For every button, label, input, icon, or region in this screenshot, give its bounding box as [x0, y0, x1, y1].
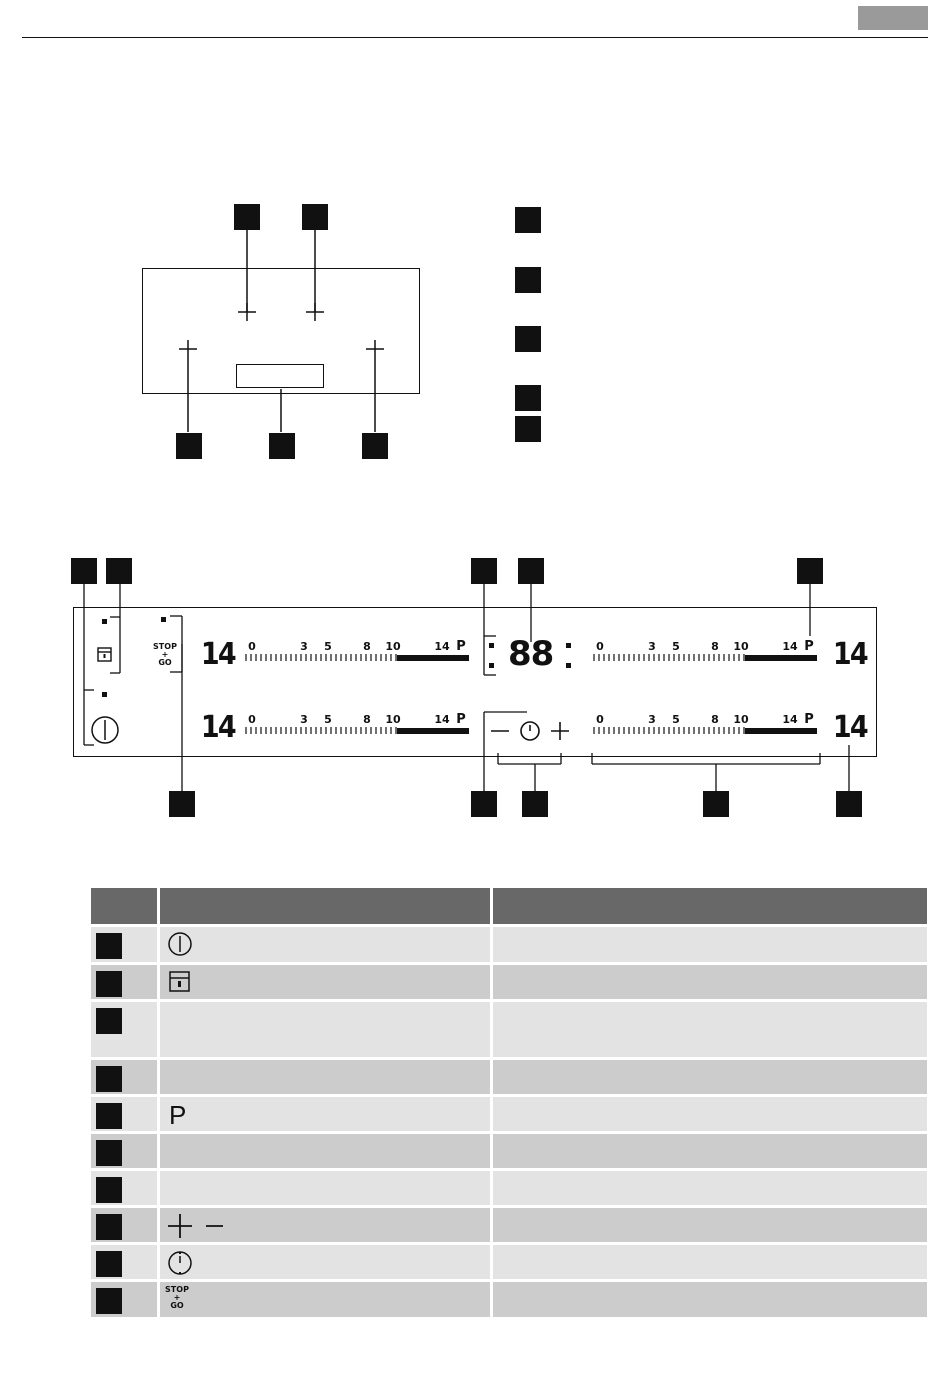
callout-square	[522, 791, 548, 817]
table-row	[91, 1168, 927, 1205]
symbol-cell	[160, 1057, 493, 1094]
legend-square	[515, 207, 541, 233]
zone-display-front-right: 14	[832, 710, 867, 745]
table-row	[91, 999, 927, 1057]
symbol-cell	[160, 924, 493, 962]
callout-square	[362, 433, 388, 459]
symbol-cell	[160, 999, 493, 1057]
table-row	[91, 1094, 927, 1131]
zone-display-rear-left: 14	[200, 637, 235, 672]
scale-label: 3	[300, 713, 308, 726]
row-number-cell	[91, 1205, 160, 1242]
row-square	[96, 1288, 122, 1314]
row-square	[96, 1251, 122, 1277]
row-square	[96, 1103, 122, 1129]
scale-label: 8	[363, 640, 371, 653]
description-cell	[493, 962, 927, 999]
scale-label: 0	[596, 640, 604, 653]
legend-square	[515, 385, 541, 411]
scale-label: 10	[733, 713, 749, 726]
row-number-cell	[91, 1131, 160, 1168]
symbol-table	[91, 888, 927, 1317]
symbol-cell	[160, 1279, 493, 1317]
scale-label: 3	[648, 640, 656, 653]
description-cell	[493, 1242, 927, 1279]
scale-label: 10	[385, 713, 401, 726]
scale-label: 0	[248, 713, 256, 726]
scale-label: 10	[733, 640, 749, 653]
timer-icon	[168, 1250, 194, 1276]
legend-square	[515, 416, 541, 442]
row-number-cell	[91, 962, 160, 999]
scale-label: 14	[434, 640, 450, 653]
lock-icon	[168, 970, 194, 996]
row-number-cell	[91, 1279, 160, 1317]
description-cell	[493, 1057, 927, 1094]
row-number-cell	[91, 1094, 160, 1131]
scale-label: 14	[782, 713, 798, 726]
row-number-cell	[91, 924, 160, 962]
table-row	[91, 924, 927, 962]
table-row	[91, 962, 927, 999]
scale-boost-bar	[745, 655, 817, 661]
description-cell	[493, 924, 927, 962]
scale-label: 14	[782, 640, 798, 653]
header-cell	[91, 888, 160, 924]
description-cell	[493, 999, 927, 1057]
row-square	[96, 1177, 122, 1203]
symbol-cell	[160, 1094, 493, 1131]
callout-square	[269, 433, 295, 459]
symbol-cell	[160, 962, 493, 999]
scale-label: 3	[300, 640, 308, 653]
scale-boost-bar	[397, 655, 469, 661]
row-number-cell	[91, 1057, 160, 1094]
row-number-cell	[91, 1242, 160, 1279]
legend-square	[515, 326, 541, 352]
p-symbol: P	[169, 1100, 187, 1130]
row-square	[96, 1214, 122, 1240]
scale-label: 5	[672, 713, 680, 726]
scale-boost-bar	[745, 728, 817, 734]
scale-label: 8	[363, 713, 371, 726]
control-panel-drawing	[0, 540, 950, 830]
row-square	[96, 971, 122, 997]
plus-minus-icon	[168, 1213, 238, 1239]
symbol-cell	[160, 1205, 493, 1242]
zone-leader-lines	[0, 0, 950, 480]
scale-label: P	[804, 639, 814, 654]
header-cell	[160, 888, 493, 924]
description-cell	[493, 1279, 927, 1317]
callout-square	[471, 791, 497, 817]
row-square	[96, 1066, 122, 1092]
zone-display-front-left: 14	[200, 710, 235, 745]
scale-label: 0	[596, 713, 604, 726]
legend-square	[515, 267, 541, 293]
table-row	[91, 1057, 927, 1094]
scale-label: P	[804, 712, 814, 727]
table-row	[91, 1131, 927, 1168]
row-square	[96, 1140, 122, 1166]
table-row	[91, 1205, 927, 1242]
table-header	[91, 888, 927, 924]
row-number-cell	[91, 999, 160, 1057]
table-row	[91, 1242, 927, 1279]
scale-label: 5	[324, 640, 332, 653]
scale-label: P	[456, 639, 466, 654]
row-number-cell	[91, 1168, 160, 1205]
symbol-cell	[160, 1131, 493, 1168]
symbol-cell	[160, 1242, 493, 1279]
scale-label: 5	[324, 713, 332, 726]
description-cell	[493, 1094, 927, 1131]
callout-square	[836, 791, 862, 817]
header-cell	[493, 888, 927, 924]
table-row	[91, 1279, 927, 1317]
row-square	[96, 933, 122, 959]
callout-square	[169, 791, 195, 817]
description-cell	[493, 1131, 927, 1168]
scale-label: P	[456, 712, 466, 727]
scale-label: 8	[711, 713, 719, 726]
symbol-cell	[160, 1168, 493, 1205]
timer-display: 88	[508, 634, 554, 674]
scale-label: 5	[672, 640, 680, 653]
scale-label: 14	[434, 713, 450, 726]
power-icon	[168, 932, 194, 958]
scale-boost-bar	[397, 728, 469, 734]
description-cell	[493, 1205, 927, 1242]
row-square	[96, 1008, 122, 1034]
callout-square	[176, 433, 202, 459]
stop-go-label: STOP + GO	[153, 642, 177, 667]
description-cell	[493, 1168, 927, 1205]
scale-label: 3	[648, 713, 656, 726]
scale-label: 0	[248, 640, 256, 653]
callout-square	[703, 791, 729, 817]
stop-go-icon: STOP + GO	[165, 1285, 189, 1310]
scale-label: 10	[385, 640, 401, 653]
scale-label: 8	[711, 640, 719, 653]
zone-display-rear-right: 14	[832, 637, 867, 672]
